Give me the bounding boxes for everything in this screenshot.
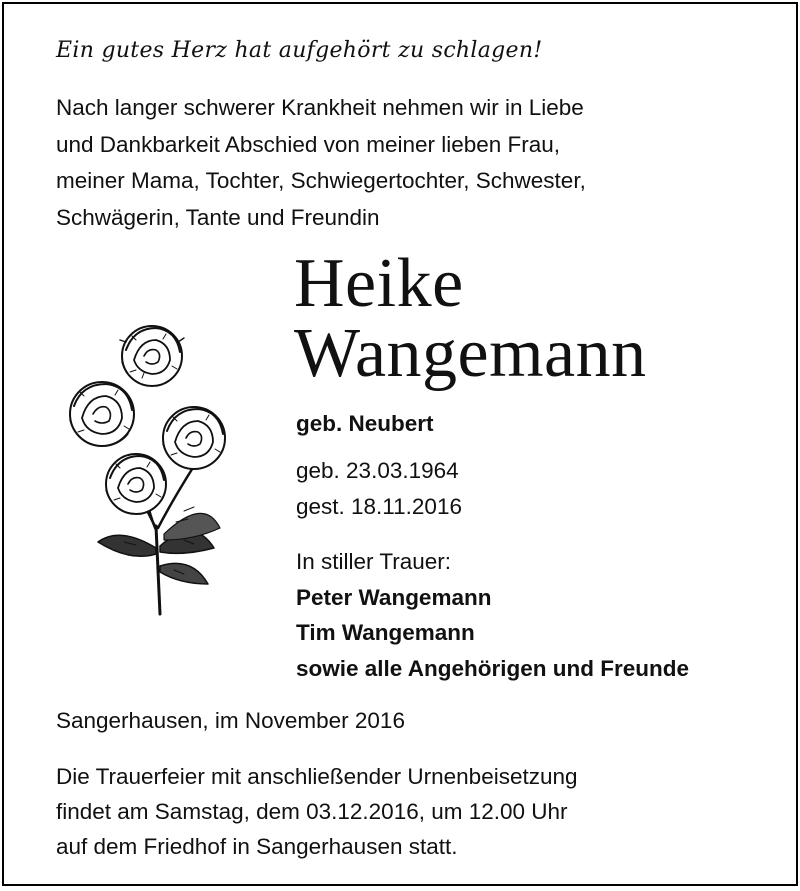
intro-line: Nach langer schwerer Krankheit nehmen wir in Liebe <box>56 95 584 120</box>
intro-line: Schwägerin, Tante und Freundin <box>56 204 380 230</box>
intro-line: meiner Mama, Tochter, Schwiegertochter, Schwester, <box>56 168 586 193</box>
intro-paragraph <box>56 90 586 236</box>
mourner-name: sowie alle Angehörigen und Freunde <box>296 655 689 681</box>
birth-date: geb. 23.03.1964 <box>296 458 459 483</box>
mourner-name: Tim Wangemann <box>296 620 475 645</box>
mourners-heading: In stiller Trauer: <box>296 549 452 574</box>
mourner-name: Peter Wangemann <box>296 584 492 610</box>
service-line: findet am Samstag, dem 03.12.2016, um 12.00 Uhr <box>56 799 568 824</box>
service-line: Die Trauerfeier mit anschließender Urnenbeisetzung <box>56 764 578 789</box>
maiden-name: geb. Neubert <box>296 411 434 436</box>
death-date: gest. 18.11.2016 <box>296 494 462 519</box>
last-name: Wangemann <box>294 315 647 392</box>
mourners-block <box>296 544 689 686</box>
motto-line: Ein gutes Herz hat aufgehört zu schlagen! <box>56 38 543 63</box>
obituary-notice <box>2 2 798 886</box>
first-name: Heike <box>294 245 464 322</box>
service-paragraph <box>56 759 578 864</box>
life-dates <box>296 453 462 525</box>
deceased-name <box>294 245 647 392</box>
roses-illustration-icon <box>44 316 244 616</box>
intro-line: und Dankbarkeit Abschied von meiner lieben Frau, <box>56 131 561 157</box>
service-line: auf dem Friedhof in Sangerhausen statt. <box>56 834 458 859</box>
place-date: Sangerhausen, im November 2016 <box>56 708 405 733</box>
